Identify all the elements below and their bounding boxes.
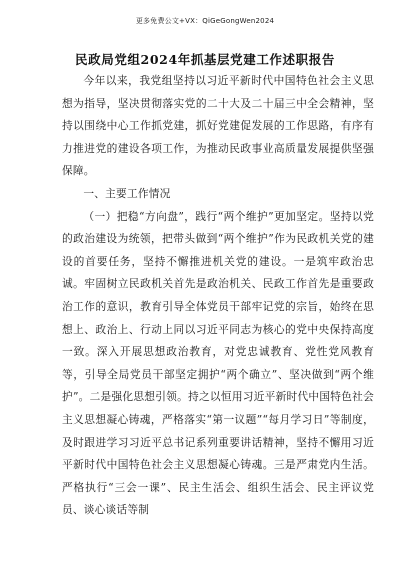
- document-title: 民政局党组2024年抓基层党建工作述职报告: [75, 52, 335, 67]
- section-heading-main-work: 一、主要工作情况: [83, 186, 171, 200]
- header-note: 更多免费公文+VX：QiGeGongWen2024: [135, 17, 275, 25]
- subsection-paragraph-1: （一）把稳“方向盘”，践行“两个维护”更加坚定。坚持以党的政治建设为统领，把带头做到“两个维护”作为民政机关党的建设的首要任务，坚持不懈推进机关党的建设。一是筑牢政治忠诚。牢固树立民政机关首先是政治机关、民政工作首先是重要政治工作的意识，教育引导全体党员干部牢记党的宗旨，始终在思想上、政治上、行动上同以习近平同志为核心的党中央保持高度一致。深入开展思想政治教育，对党忠诚教育、党性党风教育等，引导全局党员干部坚定拥护“两个确立”、坚决做到“两个维护”。二是强化思想引领。持之以恒用习近平新时代中国特色社会主义思想凝心铸魂，严格落实“第一议题”“每月学习日”等制度，及时跟进学习习近平总书记系列重要讲话精神，坚持不懈用习近平新时代中国特色社会主义思想凝心铸魂。三是严肃党内生活。严格执行“三会一课”、民主生活会、组织生活会、民主评议党员、谈心谈话等制: [62, 209, 374, 517]
- intro-paragraph: 今年以来，我党组坚持以习近平新时代中国特色社会主义思想为指导，坚决贯彻落实党的二十大及二十届三中全会精神，坚持以围绕中心工作抓党建，抓好党建促发展的工作思路，有序有力推进党的建设各项工作，为推动民政事业高质量发展提供坚强保障。: [62, 74, 374, 178]
- document-body: [62, 70, 374, 522]
